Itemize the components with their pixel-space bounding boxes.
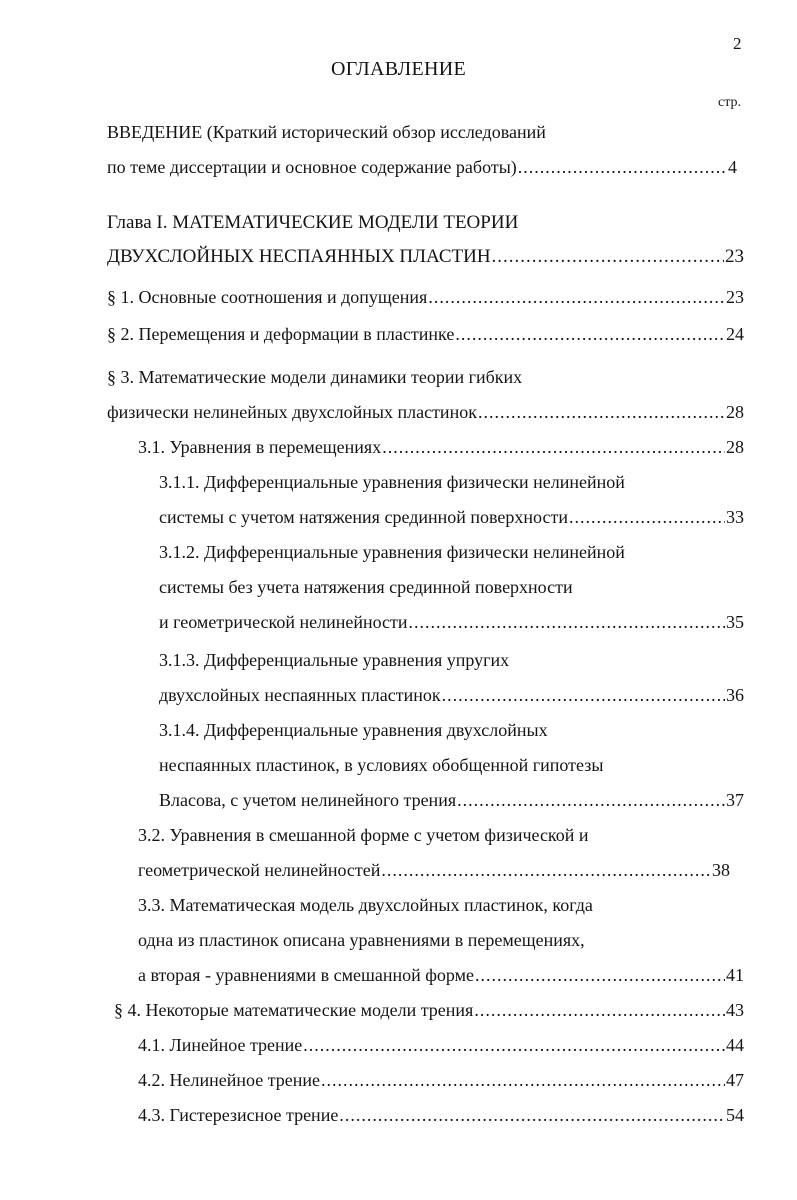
toc-entry-text: и геометрической нелинейности	[159, 612, 408, 632]
dot-leader	[518, 155, 727, 179]
toc-3-3-line: одна из пластинок описана уравнениями в перемещениях,	[138, 930, 585, 950]
dot-leader	[442, 683, 725, 707]
dot-leader	[474, 998, 725, 1022]
toc-chapter-title-line: Глава I. МАТЕМАТИЧЕСКИЕ МОДЕЛИ ТЕОРИИ	[107, 212, 519, 233]
toc-page-ref: 23	[726, 287, 744, 307]
toc-page-ref: 44	[726, 1035, 744, 1055]
toc-entry-section-4[interactable]	[114, 998, 744, 1022]
page-column-label: стр.	[718, 95, 742, 110]
toc-intro-line: ВВЕДЕНИЕ (Краткий исторический обзор исследований	[107, 122, 546, 142]
toc-entry-3-2[interactable]	[138, 858, 730, 882]
toc-entry-text: системы с учетом натяжения срединной поверхности	[159, 507, 568, 527]
toc-entry-section-2[interactable]	[107, 322, 744, 346]
toc-page-ref: 54	[726, 1105, 744, 1125]
dot-leader	[492, 245, 724, 269]
toc-entry-text: § 2. Перемещения и деформации в пластинке	[107, 324, 455, 344]
toc-entry-text: а вторая - уравнениями в смешанной форме	[138, 965, 474, 985]
toc-entry-text: 4.2. Нелинейное трение	[138, 1070, 321, 1090]
toc-3-1-4-line: 3.1.4. Дифференциальные уравнения двухслойных	[159, 720, 548, 740]
toc-entry-text: 3.1. Уравнения в перемещениях	[138, 437, 382, 457]
toc-entry-text: двухслойных неспаянных пластинок	[159, 685, 441, 705]
toc-3-1-3-line: 3.1.3. Дифференциальные уравнения упругих	[159, 650, 510, 670]
dot-leader	[478, 400, 725, 424]
toc-page-ref: 33	[726, 507, 744, 527]
toc-entry-section-3[interactable]	[107, 400, 744, 424]
toc-3-1-4-line: неспаянных пластинок, в условиях обобщенной гипотезы	[159, 755, 604, 775]
dot-leader	[321, 1068, 725, 1092]
dot-leader	[428, 285, 725, 309]
toc-page-ref: 36	[726, 685, 744, 705]
dot-leader	[382, 435, 725, 459]
toc-entry-text: физически нелинейных двухслойных пластинок	[107, 402, 477, 422]
dot-leader	[409, 610, 725, 634]
toc-page-ref: 47	[726, 1070, 744, 1090]
toc-page-ref: 35	[726, 612, 744, 632]
toc-entry-3-3[interactable]	[138, 963, 744, 987]
toc-entry-3-1-3[interactable]	[159, 683, 744, 707]
toc-page-ref: 43	[726, 1000, 744, 1020]
toc-entry-chapter-1[interactable]	[107, 245, 744, 269]
toc-page-ref: 23	[725, 246, 744, 267]
toc-page-ref: 4	[728, 157, 737, 177]
toc-entry-text: по теме диссертации и основное содержание работы)	[107, 157, 517, 177]
toc-3-2-line: 3.2. Уравнения в смешанной форме с учетом физической и	[138, 825, 589, 845]
page-title: ОГЛАВЛЕНИЕ	[331, 58, 466, 80]
toc-entry-text: § 1. Основные соотношения и допущения	[107, 287, 428, 307]
dot-leader	[381, 858, 711, 882]
dot-leader	[455, 322, 725, 346]
toc-section-3-line: § 3. Математические модели динамики теории гибких	[107, 367, 523, 387]
toc-entry-4-2[interactable]	[138, 1068, 744, 1092]
toc-page-ref: 24	[726, 324, 744, 344]
dot-leader	[339, 1103, 725, 1127]
toc-entry-text: § 4. Некоторые математические модели трения	[114, 1000, 474, 1020]
toc-3-1-1-line: 3.1.1. Дифференциальные уравнения физически нелинейной	[159, 472, 625, 492]
toc-3-1-2-line: системы без учета натяжения срединной поверхности	[159, 577, 573, 597]
toc-entry-4-1[interactable]	[138, 1033, 744, 1057]
toc-entry-3-1-4[interactable]	[159, 788, 744, 812]
toc-page-ref: 37	[726, 790, 744, 810]
dot-leader	[475, 963, 725, 987]
toc-entry-text: 4.3. Гистерезисное трение	[138, 1105, 339, 1125]
toc-entry-3-1-2[interactable]	[159, 610, 744, 634]
toc-entry-text: ДВУХСЛОЙНЫХ НЕСПАЯННЫХ ПЛАСТИН	[107, 246, 491, 267]
toc-page-ref: 38	[712, 860, 730, 880]
toc-entry-text: геометрической нелинейностей	[138, 860, 381, 880]
toc-entry-4-3[interactable]	[138, 1103, 744, 1127]
dot-leader	[303, 1033, 725, 1057]
toc-3-3-line: 3.3. Математическая модель двухслойных пластинок, когда	[138, 895, 593, 915]
toc-entry-3-1-1[interactable]	[159, 505, 744, 529]
dot-leader	[457, 788, 725, 812]
toc-entry-section-1[interactable]	[107, 285, 744, 309]
toc-page-ref: 41	[726, 965, 744, 985]
dot-leader	[569, 505, 725, 529]
toc-3-1-2-line: 3.1.2. Дифференциальные уравнения физически нелинейной	[159, 542, 625, 562]
toc-entry-text: 4.1. Линейное трение	[138, 1035, 303, 1055]
toc-entry-3-1[interactable]	[138, 435, 744, 459]
toc-page-ref: 28	[726, 402, 744, 422]
toc-page-ref: 28	[726, 437, 744, 457]
toc-entry-intro[interactable]	[107, 155, 737, 179]
toc-entry-text: Власова, с учетом нелинейного трения	[159, 790, 457, 810]
page-number: 2	[733, 34, 742, 53]
